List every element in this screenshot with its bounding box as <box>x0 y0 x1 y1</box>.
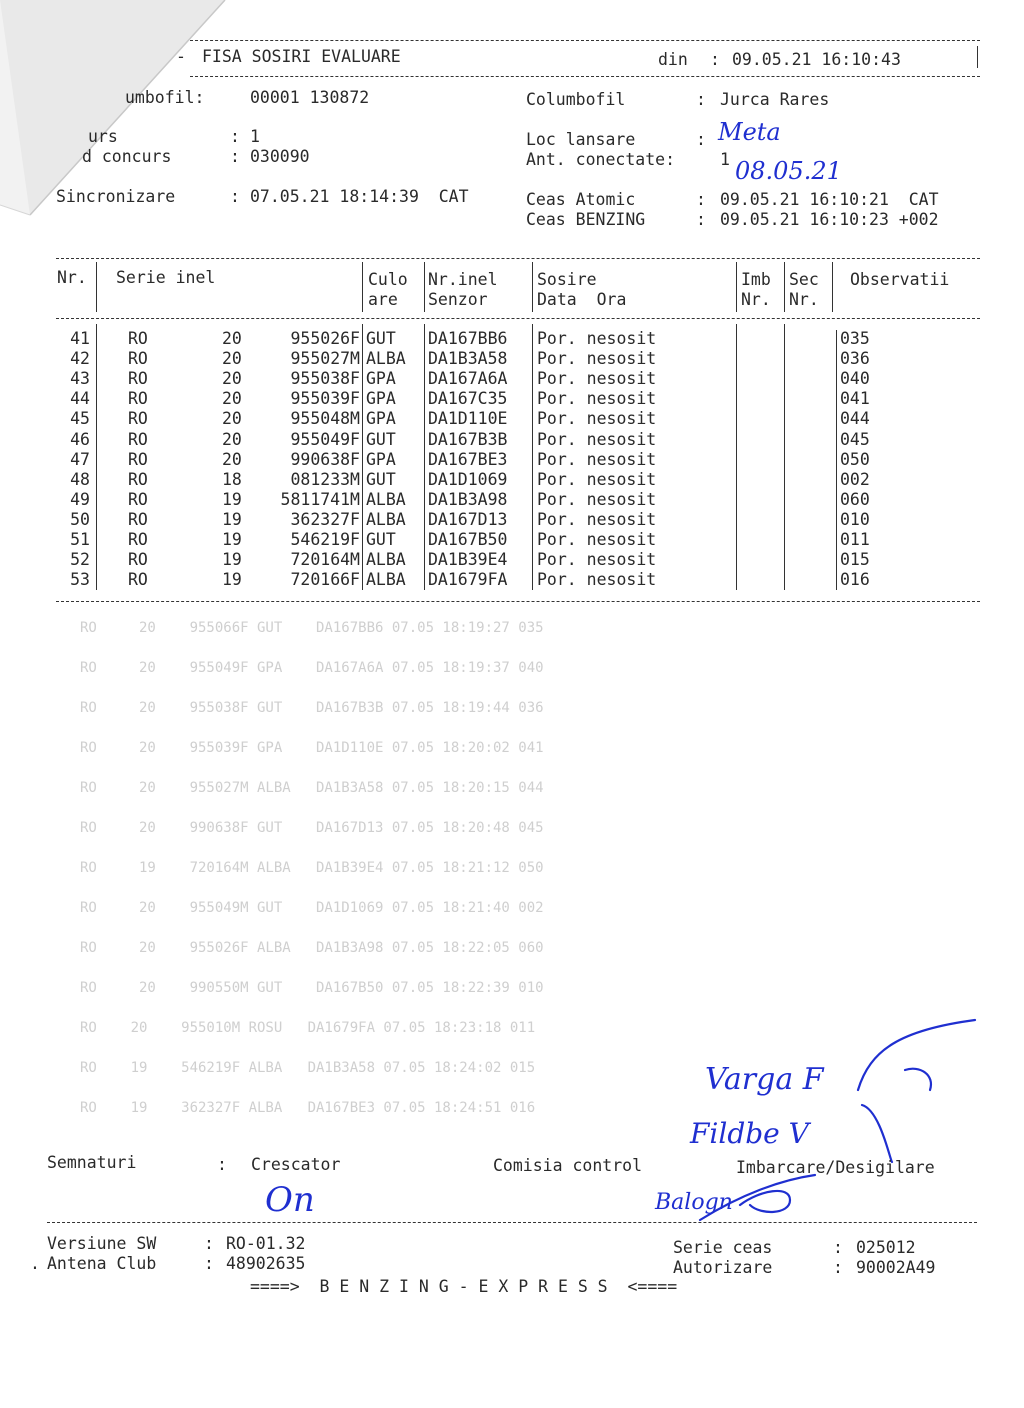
cell-color: GUT <box>366 470 396 489</box>
cell-arrival: Por. nesosit <box>537 349 657 368</box>
cell-color: ALBA <box>366 349 406 368</box>
semnaturi-label: Semnaturi <box>47 1153 137 1172</box>
cell-arrival: Por. nesosit <box>537 329 657 348</box>
cell-country: RO <box>128 349 148 368</box>
signature-varga: Varga F <box>705 1062 824 1097</box>
cell-observatii: 015 <box>840 550 870 569</box>
cell-ring: 955049F <box>290 430 360 449</box>
cell-color: GUT <box>366 430 396 449</box>
cell-color: ALBA <box>366 570 406 589</box>
id-concurs-value: 030090 <box>250 147 310 166</box>
header-observatii: Observatii <box>850 270 950 289</box>
autorizare-label: Autorizare <box>673 1258 773 1277</box>
cell-country: RO <box>128 409 148 428</box>
cell-color: ALBA <box>366 510 406 529</box>
columbofil-id-value: 00001 130872 <box>250 88 370 107</box>
antena-label: Antena Club <box>47 1254 157 1273</box>
versiune-value: RO-01.32 <box>226 1234 306 1253</box>
cell-country: RO <box>128 490 148 509</box>
header-imb-2: Nr. <box>741 290 771 309</box>
cell-observatii: 040 <box>840 369 870 388</box>
cell-color: GPA <box>366 409 396 428</box>
cell-country: RO <box>128 550 148 569</box>
cell-ring: 955027M <box>290 349 360 368</box>
header-sec-2: Nr. <box>789 290 819 309</box>
cell-ring: 720164M <box>290 550 360 569</box>
cell-country: RO <box>128 470 148 489</box>
cell-color: GPA <box>366 389 396 408</box>
cell-observatii: 060 <box>840 490 870 509</box>
sync-value: 07.05.21 18:14:39 CAT <box>250 187 469 206</box>
cell-year: 20 <box>222 450 242 469</box>
cell-ring: 546219F <box>290 530 360 549</box>
header-culoare-2: are <box>368 290 398 309</box>
cell-nr: 53 <box>70 570 90 589</box>
cell-sensor: DA1B3A58 <box>428 349 508 368</box>
cell-arrival: Por. nesosit <box>537 490 657 509</box>
id-concurs-colon: : <box>230 147 240 166</box>
versiune-colon: : <box>204 1234 214 1253</box>
cell-nr: 49 <box>70 490 90 509</box>
loc-lansare-colon: : <box>696 130 706 149</box>
cell-observatii: 011 <box>840 530 870 549</box>
cell-year: 18 <box>222 470 242 489</box>
signature-mark <box>862 1105 892 1162</box>
antena-value: 48902635 <box>226 1254 306 1273</box>
cell-country: RO <box>128 389 148 408</box>
cell-arrival: Por. nesosit <box>537 389 657 408</box>
cell-nr: 41 <box>70 329 90 348</box>
cell-ring: 362327F <box>290 510 360 529</box>
cell-nr: 43 <box>70 369 90 388</box>
cell-year: 19 <box>222 510 242 529</box>
cell-year: 20 <box>222 430 242 449</box>
date-label: din <box>658 50 688 69</box>
cell-observatii: 041 <box>840 389 870 408</box>
cell-sensor: DA1D1069 <box>428 470 508 489</box>
cell-ring: 955026F <box>290 329 360 348</box>
cell-arrival: Por. nesosit <box>537 510 657 529</box>
cell-country: RO <box>128 369 148 388</box>
document-page: RO 20 955066F GUT DA167BB6 07.05 18:19:27 035 RO 20 955049F GPA DA167A6A 07.05 18:19:37 040 RO 20 955038F GUT DA167B3B 07.05 18:19:44 036 RO 20 955039F GPA DA1D110E 07.05 18:20:02 041 RO 20 955027M ALBA DA1B3A58 07.05 18:20:15 044 RO 20 990638F GUT DA167D13 07.05 18:20:48 045 RO 19 720164M ALBA DA1B39E4 07.05 18:21:12 050 RO 20 955049M GUT DA1D1069 07.05 18:21:40 002 RO 20 955026F ALBA DA1B3A98 07.05 18:22:05 060 RO 20 990550M GUT DA167B50 07.05 18:22:39 010 RO 20 955010M ROSU DA1679FA 07.05 18:23:18 011 RO 19 546219F ALBA DA1B3A58 07.05 18:24:02 015 RO 19 362327F ALBA DA167BE3 07.05 18:24:51 016 - FISA SOSIRI EVALUARE din : 09.05.21 16:10:43 umbofil: 00001 130872 Columbofil : Jurca Rares urs : 1 Loc lansare : Meta d concurs : 030090 Ant. conectate: 1 08.05.21 Sincronizare : 07.05.21 18:14:39 CAT Ceas Atomic : 09.05.21 16:10:21 CAT Ceas BENZING : 09.05.21 16:10:23 +002 Nr. Serie inel Culo are Nr.inel Senzor Sosire Data Ora Imb Nr. Sec Nr. Observatii 41 RO 20 955026F GUT DA167BB6 Por. nesosit 035 42 RO 20 955027M ALBA DA1B3A58 Por. nesosit 036 43 RO 20 955038F GPA DA167A6A Por. nesosit 040 44 RO 20 955039F GPA DA167C35 Por. nesosit 041 45 RO 20 955048M GPA DA1D110E Por. nesosit 044 46 RO 20 955049F GUT DA167B3B Por. nesosit 045 47 RO 20 990638F GPA DA167BE3 Por. nesosit 050 48 RO 18 081233M GUT DA1D1069 Por. nesosit 002 49 RO 19 5811741M ALBA DA1B3A98 Por. nesosit 060 50 RO 19 362327F ALBA DA167D13 Por. nesosit 010 51 RO 19 546219F GUT DA167B50 Por. nesosit 011 52 RO 19 720164M ALBA DA1B39E4 Por. nesosit 015 53 RO 19 720166F ALBA DA1679FA Por. nesosit 016 Varga F Fildbe V Balogn On Semnaturi : Crescator Comisia control Imbarcare/Desigilare Versiune SW : RO-01.32 . Antena Club : 48902635 Serie ceas : 025012 Autorizare : 90002A49 ====> B E N Z I N G - E X P R E S S <==== <box>0 0 1024 1408</box>
benzing-label: Ceas BENZING <box>526 210 646 229</box>
title-prefix: - <box>176 47 186 66</box>
cell-observatii: 050 <box>840 450 870 469</box>
ant-conectate-value: 1 <box>720 150 730 169</box>
columbofil-id-label: umbofil: <box>125 88 205 107</box>
cell-sensor: DA167B3B <box>428 430 508 449</box>
cell-nr: 45 <box>70 409 90 428</box>
cell-sensor: DA167B50 <box>428 530 508 549</box>
cell-country: RO <box>128 570 148 589</box>
cell-nr: 46 <box>70 430 90 449</box>
cell-sensor: DA167A6A <box>428 369 508 388</box>
date-value: 09.05.21 16:10:43 <box>732 50 901 69</box>
signature-fildbe: Fildbe V <box>690 1117 809 1150</box>
date-handwritten: 08.05.21 <box>735 157 842 185</box>
loc-lansare-handwritten: Meta <box>718 118 781 146</box>
cell-nr: 47 <box>70 450 90 469</box>
cell-ring: 955039F <box>290 389 360 408</box>
cell-arrival: Por. nesosit <box>537 470 657 489</box>
id-concurs-label: d concurs <box>82 147 172 166</box>
cell-color: GUT <box>366 329 396 348</box>
header-sosire-2: Data Ora <box>537 290 627 309</box>
cell-observatii: 045 <box>840 430 870 449</box>
semnaturi-colon: : <box>217 1155 227 1174</box>
cell-year: 19 <box>222 490 242 509</box>
cell-country: RO <box>128 430 148 449</box>
atomic-label: Ceas Atomic <box>526 190 636 209</box>
cell-year: 19 <box>222 550 242 569</box>
cell-ring: 955038F <box>290 369 360 388</box>
columbofil-value: Jurca Rares <box>720 90 830 109</box>
cell-sensor: DA1679FA <box>428 570 508 589</box>
cell-observatii: 002 <box>840 470 870 489</box>
cell-year: 20 <box>222 329 242 348</box>
autorizare-colon: : <box>833 1258 843 1277</box>
cell-color: ALBA <box>366 490 406 509</box>
cell-arrival: Por. nesosit <box>537 369 657 388</box>
cell-sensor: DA167BB6 <box>428 329 508 348</box>
cell-country: RO <box>128 530 148 549</box>
cell-color: GPA <box>366 450 396 469</box>
cell-color: GPA <box>366 369 396 388</box>
cell-country: RO <box>128 510 148 529</box>
cell-arrival: Por. nesosit <box>537 450 657 469</box>
brand-banner: ====> B E N Z I N G - E X P R E S S <==== <box>250 1277 678 1296</box>
serie-ceas-colon: : <box>833 1238 843 1257</box>
cell-sensor: DA1B39E4 <box>428 550 508 569</box>
cell-country: RO <box>128 329 148 348</box>
cell-nr: 44 <box>70 389 90 408</box>
header-nrinel-1: Nr.inel <box>428 270 498 289</box>
signature-flourish <box>858 1020 975 1090</box>
header-nrinel-2: Senzor <box>428 290 488 309</box>
cell-year: 19 <box>222 570 242 589</box>
comisia-label: Comisia control <box>493 1156 643 1175</box>
cell-year: 20 <box>222 389 242 408</box>
versiune-label: Versiune SW <box>47 1234 157 1253</box>
benzing-colon: : <box>696 210 706 229</box>
cell-sensor: DA167BE3 <box>428 450 508 469</box>
imbarcare-label: Imbarcare/Desigilare <box>736 1158 935 1177</box>
cell-nr: 52 <box>70 550 90 569</box>
cell-sensor: DA1B3A98 <box>428 490 508 509</box>
header-culoare-1: Culo <box>368 270 408 289</box>
header-sosire-1: Sosire <box>537 270 597 289</box>
cell-observatii: 044 <box>840 409 870 428</box>
header-nr: Nr. <box>57 268 87 287</box>
signature-crescator: On <box>265 1180 315 1220</box>
cell-arrival: Por. nesosit <box>537 550 657 569</box>
page-title: FISA SOSIRI EVALUARE <box>202 47 401 66</box>
cell-color: GUT <box>366 530 396 549</box>
cell-nr: 42 <box>70 349 90 368</box>
date-colon: : <box>710 50 720 69</box>
cell-nr: 50 <box>70 510 90 529</box>
cell-year: 20 <box>222 349 242 368</box>
columbofil-colon: : <box>696 90 706 109</box>
crescator-label: Crescator <box>251 1155 341 1174</box>
columbofil-label: Columbofil <box>526 90 626 109</box>
cell-year: 20 <box>222 409 242 428</box>
cell-sensor: DA167C35 <box>428 389 508 408</box>
cell-year: 19 <box>222 530 242 549</box>
cell-ring: 990638F <box>290 450 360 469</box>
antena-colon: : <box>204 1254 214 1273</box>
cell-sensor: DA1D110E <box>428 409 508 428</box>
cell-sensor: DA167D13 <box>428 510 508 529</box>
cell-nr: 51 <box>70 530 90 549</box>
header-imb-1: Imb <box>741 270 771 289</box>
concurs-value: 1 <box>250 127 260 146</box>
cell-ring: 720166F <box>290 570 360 589</box>
benzing-value: 09.05.21 16:10:23 +002 <box>720 210 939 229</box>
antena-dot: . <box>30 1254 40 1273</box>
ant-conectate-label: Ant. conectate: <box>526 150 676 169</box>
cell-arrival: Por. nesosit <box>537 409 657 428</box>
cell-arrival: Por. nesosit <box>537 530 657 549</box>
cell-color: ALBA <box>366 550 406 569</box>
concurs-colon: : <box>230 127 240 146</box>
cell-observatii: 010 <box>840 510 870 529</box>
cell-ring: 081233M <box>290 470 360 489</box>
cell-ring: 955048M <box>290 409 360 428</box>
sync-label: Sincronizare <box>56 187 176 206</box>
signature-balogn: Balogn <box>655 1190 733 1215</box>
cell-country: RO <box>128 450 148 469</box>
atomic-value: 09.05.21 16:10:21 CAT <box>720 190 939 209</box>
cell-observatii: 016 <box>840 570 870 589</box>
cell-observatii: 036 <box>840 349 870 368</box>
loc-lansare-label: Loc lansare <box>526 130 636 149</box>
cell-arrival: Por. nesosit <box>537 570 657 589</box>
serie-ceas-label: Serie ceas <box>673 1238 773 1257</box>
cell-year: 20 <box>222 369 242 388</box>
autorizare-value: 90002A49 <box>856 1258 936 1277</box>
atomic-colon: : <box>696 190 706 209</box>
cell-nr: 48 <box>70 470 90 489</box>
serie-ceas-value: 025012 <box>856 1238 916 1257</box>
header-sec-1: Sec <box>789 270 819 289</box>
sync-colon: : <box>230 187 240 206</box>
cell-observatii: 035 <box>840 329 870 348</box>
cell-arrival: Por. nesosit <box>537 430 657 449</box>
footer-rule <box>47 1222 977 1223</box>
concurs-label: urs <box>88 127 118 146</box>
header-serie: Serie inel <box>116 268 216 287</box>
cell-ring: 5811741M <box>280 490 360 509</box>
